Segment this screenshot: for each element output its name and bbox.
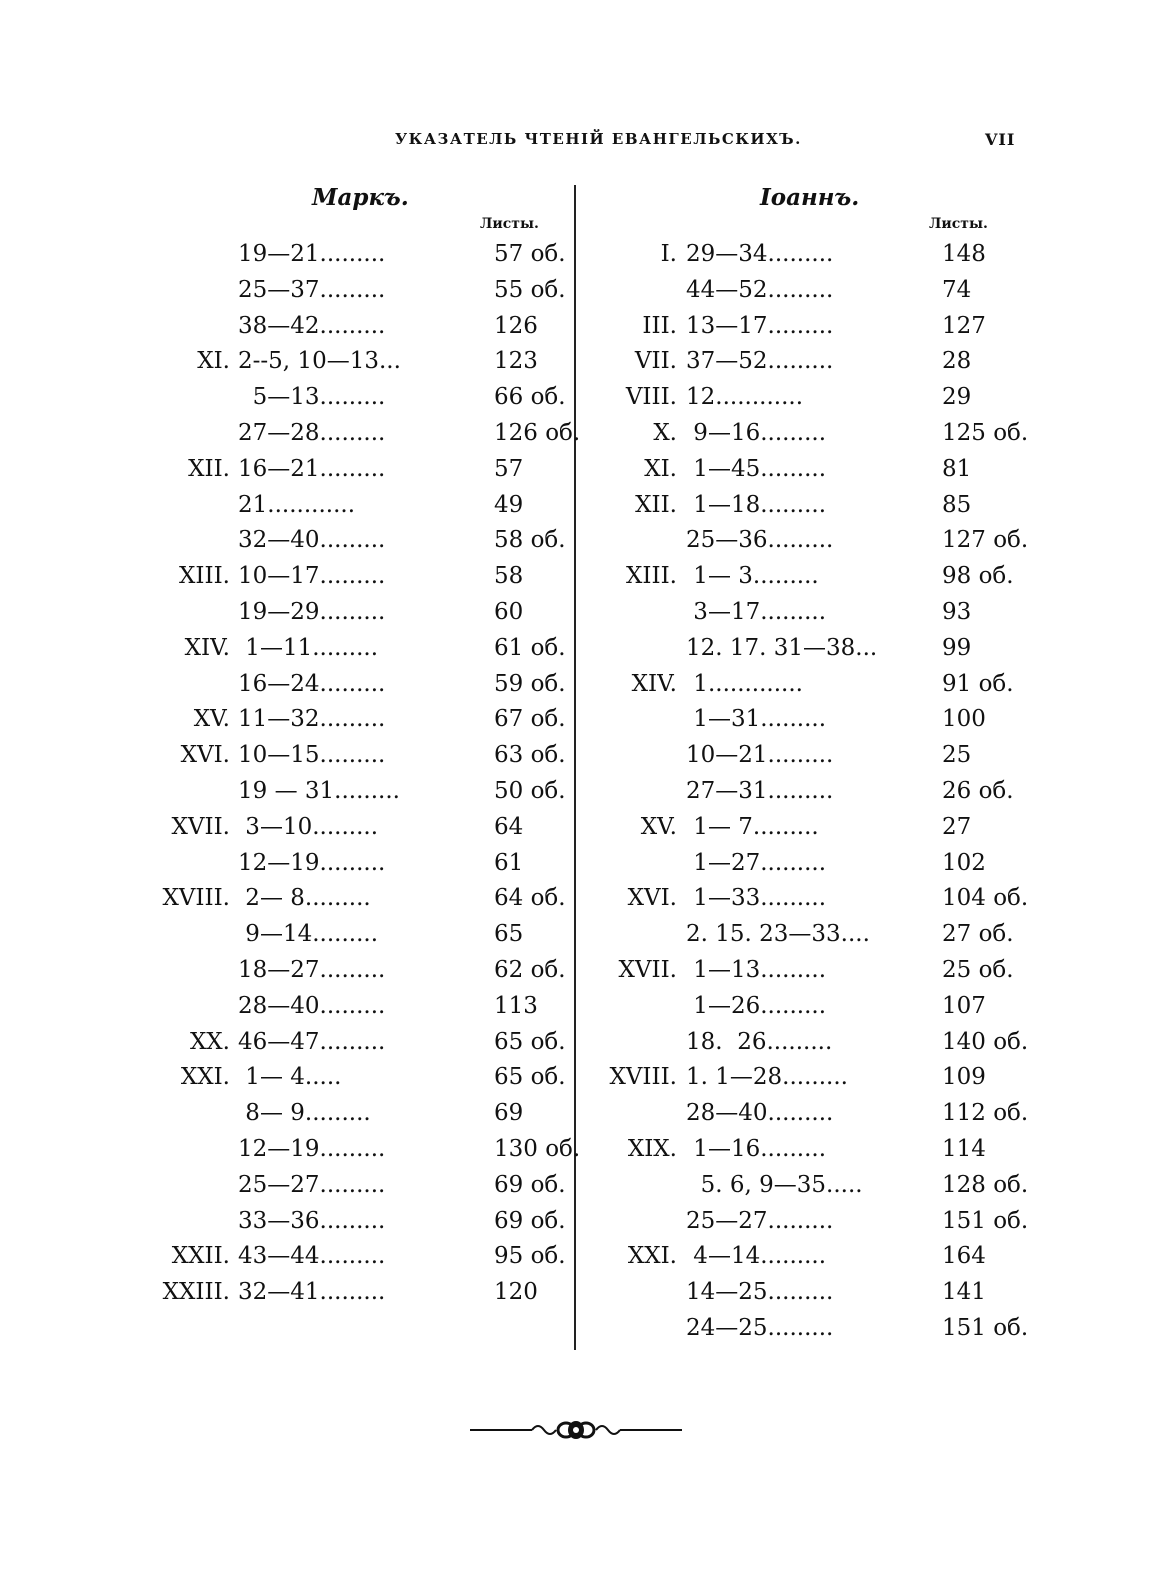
index-column-john — [580, 237, 1030, 1347]
sheet-reference: 58 — [494, 563, 524, 590]
index-entry — [120, 452, 580, 488]
verse-range: 28—40......... — [238, 992, 386, 1019]
index-entry — [580, 1096, 1030, 1132]
verse-range: 1............. — [686, 670, 803, 697]
verse-range: 27—28......... — [238, 419, 386, 446]
sheet-reference: 102 — [942, 849, 986, 876]
sheet-reference: 50 об. — [494, 777, 566, 804]
sheet-reference: 151 об. — [942, 1314, 1029, 1341]
chapter-number: I. — [660, 241, 677, 267]
verse-range: 10—21......... — [686, 742, 834, 769]
index-entry — [120, 1204, 580, 1240]
sheet-reference: 57 об. — [494, 241, 566, 267]
verse-range: 29—34......... — [686, 241, 834, 267]
sheet-reference: 128 об. — [942, 1171, 1029, 1198]
verse-range: 25—37......... — [238, 276, 386, 303]
sheet-reference: 29 — [942, 384, 972, 411]
sheet-reference: 60 — [494, 598, 524, 625]
index-entry — [580, 953, 1030, 989]
verse-range: 43—44......... — [238, 1243, 386, 1270]
sheet-reference: 113 — [494, 992, 538, 1019]
sheet-reference: 27 — [942, 813, 972, 840]
chapter-number: XIV. — [184, 634, 230, 661]
sheet-reference: 127 об. — [942, 527, 1029, 554]
verse-range: 1—13......... — [686, 956, 827, 983]
sheet-reference: 62 об. — [494, 956, 566, 983]
sheet-reference: 74 — [942, 276, 972, 303]
index-entry — [580, 1168, 1030, 1204]
verse-range: 37—52......... — [686, 348, 834, 375]
index-entry — [120, 380, 580, 416]
sheet-reference: 61 об. — [494, 634, 566, 661]
sheet-reference: 64 — [494, 813, 524, 840]
index-entry — [120, 953, 580, 989]
chapter-number: XVIII. — [162, 885, 230, 912]
index-entry — [580, 559, 1030, 595]
verse-range: 19—21......... — [238, 241, 386, 267]
index-entry — [120, 738, 580, 774]
verse-range: 9—16......... — [686, 419, 827, 446]
index-entry — [580, 738, 1030, 774]
chapter-number: XXIII. — [162, 1279, 230, 1306]
sheet-reference: 69 — [494, 1100, 524, 1127]
index-entry — [120, 237, 580, 273]
chapter-number: XVII. — [171, 813, 230, 840]
verse-range: 5—13......... — [238, 384, 386, 411]
sheet-reference: 85 — [942, 491, 972, 518]
index-entry — [120, 595, 580, 631]
verse-range: 46—47......... — [238, 1028, 386, 1055]
sheet-reference: 148 — [942, 241, 986, 267]
verse-range: 2--5, 10—13... — [238, 348, 401, 375]
index-entry — [580, 810, 1030, 846]
verse-range: 18. 26......... — [686, 1028, 833, 1055]
chapter-number: XVI. — [627, 885, 677, 912]
verse-range: 19—29......... — [238, 598, 386, 625]
verse-range: 4—14......... — [686, 1243, 827, 1270]
sheet-reference: 61 — [494, 849, 524, 876]
verse-range: 24—25......... — [686, 1314, 834, 1341]
index-entry — [580, 667, 1030, 703]
sheet-reference: 127 — [942, 312, 986, 339]
sheet-reference: 130 об. — [494, 1135, 581, 1162]
verse-range: 2. 15. 23—33.... — [686, 921, 870, 948]
verse-range: 32—41......... — [238, 1279, 386, 1306]
sheet-reference: 69 об. — [494, 1207, 566, 1234]
sheet-reference: 91 об. — [942, 670, 1014, 697]
chapter-number: XV. — [193, 706, 230, 733]
column-title-mark: Маркъ. — [312, 184, 409, 211]
sheet-reference: 55 об. — [494, 276, 566, 303]
index-entry — [580, 1060, 1030, 1096]
chapter-number: XV. — [640, 813, 677, 840]
index-entry — [580, 917, 1030, 953]
verse-range: 11—32......... — [238, 706, 386, 733]
sheet-reference: 57 — [494, 455, 524, 482]
index-entry — [120, 917, 580, 953]
sheet-reference: 123 — [494, 348, 538, 375]
verse-range: 1—26......... — [686, 992, 827, 1019]
sheet-reference: 140 об. — [942, 1028, 1029, 1055]
chapter-number: XVII. — [618, 956, 677, 983]
index-entry — [120, 774, 580, 810]
index-entry — [120, 810, 580, 846]
verse-range: 25—27......... — [238, 1171, 386, 1198]
sheet-reference: 66 об. — [494, 384, 566, 411]
index-entry — [580, 702, 1030, 738]
index-entry — [120, 1132, 580, 1168]
index-entry — [120, 273, 580, 309]
index-entry — [580, 989, 1030, 1025]
sheet-reference: 120 — [494, 1279, 538, 1306]
index-entry — [580, 1025, 1030, 1061]
sheet-reference: 59 об. — [494, 670, 566, 697]
index-entry — [120, 989, 580, 1025]
chapter-number: XIV. — [631, 670, 677, 697]
sheet-reference: 65 об. — [494, 1064, 566, 1091]
chapter-number: XVI. — [180, 742, 230, 769]
verse-range: 1— 7......... — [686, 813, 819, 840]
leaves-label-mark: Листы. — [480, 216, 539, 232]
index-entry — [580, 1204, 1030, 1240]
index-entry — [580, 380, 1030, 416]
verse-range: 1—18......... — [686, 491, 827, 518]
index-entry — [580, 631, 1030, 667]
verse-range: 1—45......... — [686, 455, 827, 482]
sheet-reference: 69 об. — [494, 1171, 566, 1198]
index-entry — [120, 1025, 580, 1061]
chapter-number: X. — [653, 419, 677, 446]
sheet-reference: 28 — [942, 348, 972, 375]
verse-range: 1. 1—28......... — [686, 1064, 848, 1091]
sheet-reference: 100 — [942, 706, 986, 733]
sheet-reference: 126 об. — [494, 419, 581, 446]
chapter-number: III. — [642, 312, 677, 339]
verse-range: 16—24......... — [238, 670, 386, 697]
verse-range: 38—42......... — [238, 312, 386, 339]
verse-range: 10—15......... — [238, 742, 386, 769]
index-entry — [580, 846, 1030, 882]
verse-range: 14—25......... — [686, 1279, 834, 1306]
verse-range: 18—27......... — [238, 956, 386, 983]
sheet-reference: 27 об. — [942, 921, 1014, 948]
chapter-number: XX. — [189, 1028, 230, 1055]
sheet-reference: 65 об. — [494, 1028, 566, 1055]
verse-range: 25—27......... — [686, 1207, 834, 1234]
verse-range: 44—52......... — [686, 276, 834, 303]
verse-range: 16—21......... — [238, 455, 386, 482]
sheet-reference: 93 — [942, 598, 972, 625]
index-entry — [580, 595, 1030, 631]
chapter-number: XXI. — [627, 1243, 677, 1270]
index-entry — [120, 344, 580, 380]
verse-range: 3—10......... — [238, 813, 379, 840]
verse-range: 1—33......... — [686, 885, 827, 912]
index-entry — [580, 237, 1030, 273]
sheet-reference: 114 — [942, 1135, 986, 1162]
running-header: УКАЗАТЕЛЬ ЧТЕНІЙ ЕВАНГЕЛЬСКИХЪ. — [395, 130, 802, 148]
chapter-number: VII. — [634, 348, 677, 375]
verse-range: 12. 17. 31—38... — [686, 634, 878, 661]
index-entry — [120, 1239, 580, 1275]
sheet-reference: 67 об. — [494, 706, 566, 733]
chapter-number: XI. — [197, 348, 230, 375]
chapter-number: XII. — [188, 455, 230, 482]
verse-range: 12—19......... — [238, 849, 386, 876]
verse-range: 1— 3......... — [686, 563, 819, 590]
index-entry — [120, 416, 580, 452]
verse-range: 10—17......... — [238, 563, 386, 590]
index-entry — [120, 523, 580, 559]
index-entry — [580, 273, 1030, 309]
verse-range: 5. 6, 9—35..... — [686, 1171, 863, 1198]
index-entry — [120, 1168, 580, 1204]
verse-range: 28—40......... — [686, 1100, 834, 1127]
chapter-number: XIX. — [627, 1135, 677, 1162]
index-entry — [580, 1311, 1030, 1347]
sheet-reference: 63 об. — [494, 742, 566, 769]
verse-range: 27—31......... — [686, 777, 834, 804]
sheet-reference: 126 — [494, 312, 538, 339]
index-entry — [120, 1060, 580, 1096]
index-entry — [120, 1096, 580, 1132]
verse-range: 21............ — [238, 491, 355, 518]
sheet-reference: 49 — [494, 491, 524, 518]
verse-range: 8— 9......... — [238, 1100, 371, 1127]
sheet-reference: 151 об. — [942, 1207, 1029, 1234]
sheet-reference: 109 — [942, 1064, 986, 1091]
index-entry — [120, 846, 580, 882]
index-entry — [580, 452, 1030, 488]
sheet-reference: 25 — [942, 742, 972, 769]
chapter-number: XIII. — [179, 563, 230, 590]
column-title-john: Іоаннъ. — [760, 184, 860, 211]
sheet-reference: 107 — [942, 992, 986, 1019]
verse-range: 9—14......... — [238, 921, 379, 948]
index-entry — [120, 488, 580, 524]
verse-range: 2— 8......... — [238, 885, 371, 912]
chapter-number: XIII. — [626, 563, 677, 590]
verse-range: 1—31......... — [686, 706, 827, 733]
index-entry — [580, 416, 1030, 452]
sheet-reference: 125 об. — [942, 419, 1029, 446]
sheet-reference: 81 — [942, 455, 972, 482]
chapter-number: XXII. — [171, 1243, 230, 1270]
index-entry — [580, 774, 1030, 810]
sheet-reference: 26 об. — [942, 777, 1014, 804]
index-entry — [580, 1275, 1030, 1311]
sheet-reference: 64 об. — [494, 885, 566, 912]
verse-range: 25—36......... — [686, 527, 834, 554]
page-number: VII — [985, 130, 1016, 149]
index-column-mark — [120, 237, 580, 1311]
sheet-reference: 104 об. — [942, 885, 1029, 912]
index-entry — [120, 559, 580, 595]
index-entry — [580, 344, 1030, 380]
index-entry — [120, 631, 580, 667]
verse-range: 1—11......... — [238, 634, 379, 661]
verse-range: 1— 4..... — [238, 1064, 342, 1091]
index-entry — [120, 702, 580, 738]
index-entry — [580, 488, 1030, 524]
index-entry — [580, 881, 1030, 917]
verse-range: 32—40......... — [238, 527, 386, 554]
chapter-number: XVIII. — [609, 1064, 677, 1091]
index-entry — [120, 667, 580, 703]
chapter-number: XII. — [635, 491, 677, 518]
verse-range: 1—16......... — [686, 1135, 827, 1162]
index-entry — [120, 309, 580, 345]
index-entry — [120, 881, 580, 917]
end-ornament — [470, 1412, 682, 1448]
verse-range: 3—17......... — [686, 598, 827, 625]
verse-range: 19 — 31......... — [238, 777, 400, 804]
sheet-reference: 95 об. — [494, 1243, 566, 1270]
sheet-reference: 99 — [942, 634, 972, 661]
leaves-label-john: Листы. — [929, 216, 988, 232]
sheet-reference: 65 — [494, 921, 524, 948]
sheet-reference: 112 об. — [942, 1100, 1029, 1127]
index-entry — [120, 1275, 580, 1311]
verse-range: 13—17......... — [686, 312, 834, 339]
chapter-number: XI. — [644, 455, 677, 482]
index-entry — [580, 523, 1030, 559]
sheet-reference: 58 об. — [494, 527, 566, 554]
sheet-reference: 98 об. — [942, 563, 1014, 590]
index-entry — [580, 309, 1030, 345]
index-entry — [580, 1132, 1030, 1168]
verse-range: 12—19......... — [238, 1135, 386, 1162]
chapter-number: VIII. — [625, 384, 677, 411]
sheet-reference: 164 — [942, 1243, 986, 1270]
chapter-number: XXI. — [180, 1064, 230, 1091]
index-entry — [580, 1239, 1030, 1275]
sheet-reference: 25 об. — [942, 956, 1014, 983]
verse-range: 33—36......... — [238, 1207, 386, 1234]
sheet-reference: 141 — [942, 1279, 986, 1306]
verse-range: 1—27......... — [686, 849, 827, 876]
verse-range: 12............ — [686, 384, 803, 411]
